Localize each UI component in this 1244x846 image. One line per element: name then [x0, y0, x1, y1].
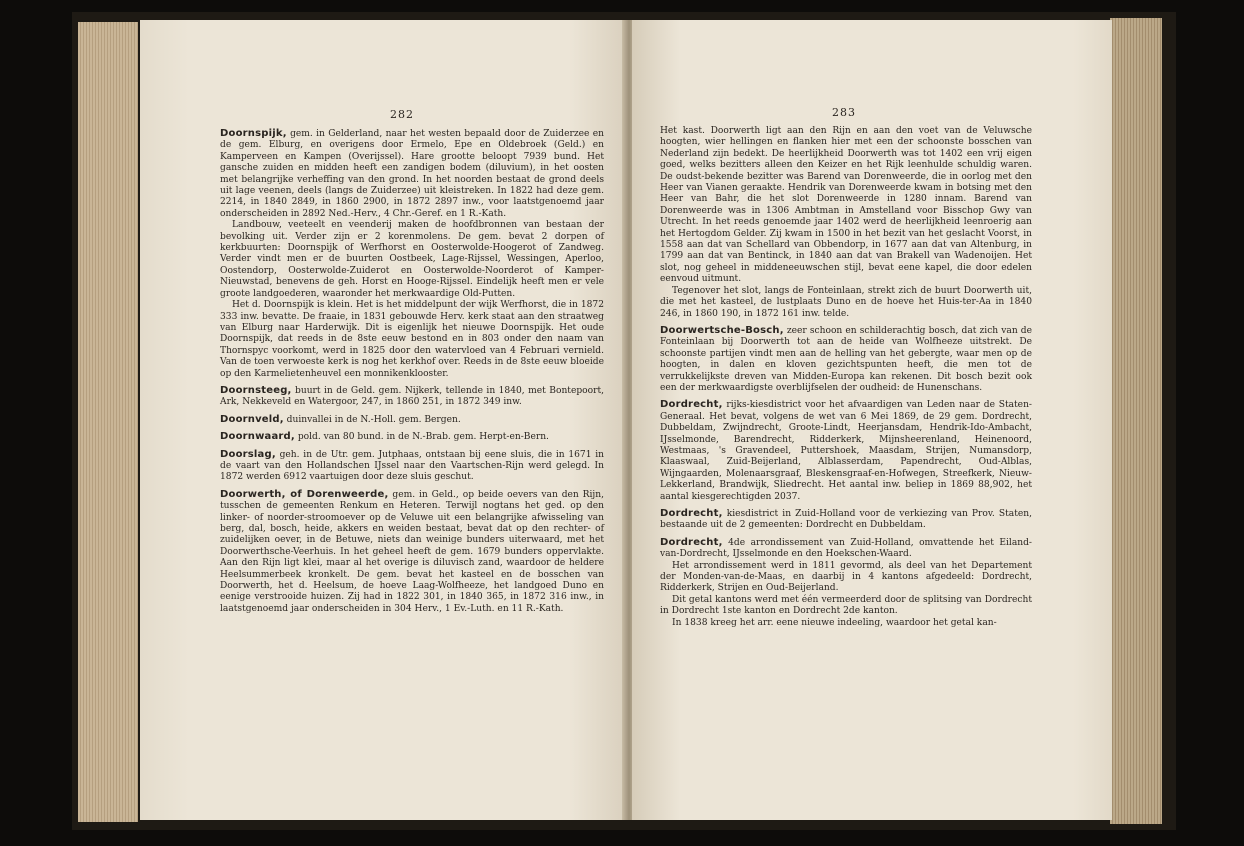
entry-text: Tegenover het slot, langs de Fonteinlaan, strekt zich de buurt Doorwerth uit, die met het kasteel, de lustplaats Duno en de hoeve het Huis-ter-Aa in 1840 246, in 1860 190, in 1872 161 inw. telde.	[660, 285, 1032, 319]
dictionary-entry	[660, 508, 1032, 532]
dictionary-entry	[220, 385, 604, 409]
entry-text: Het arrondissement werd in 1811 gevormd, als deel van het Departement der Monden-van-de-Maas, en daarbij in 4 kantons afgedeeld: Dordrecht, Ridderkerk, Strijen en Oud-Beijerland.	[660, 560, 1032, 594]
entry-headword: Doornveld,	[220, 413, 284, 425]
entry-paragraph	[660, 561, 1032, 595]
entry-paragraph	[660, 595, 1032, 618]
entry-paragraph	[220, 300, 604, 380]
entry-paragraph	[660, 126, 1032, 286]
page-edges-left	[78, 22, 138, 822]
entry-paragraph	[220, 489, 604, 615]
dictionary-entry	[220, 489, 604, 615]
right-page	[632, 20, 1112, 820]
dictionary-entry	[660, 537, 1032, 629]
right-page-number: 283	[832, 106, 856, 119]
entry-headword: Dordrecht,	[660, 536, 723, 548]
entry-headword: Doornwaard,	[220, 431, 295, 443]
dictionary-entry	[660, 325, 1032, 394]
entry-text: In 1838 kreeg het arr. eene nieuwe indeeling, waardoor het getal kan-	[672, 617, 997, 628]
right-page-text	[660, 126, 1032, 634]
entry-text: Landbouw, veeteelt en veenderij maken de hoofdbronnen van bestaan der bevolking uit. Verder zijn er 2 korenmolens. De gem. bevat 2 dorpen of kerkbuurten: Doornspijk of Werfhorst en Oosterwolde-Hoogerot of Zandweg. Verder vindt men er de buurten Oostbeek, Lage-Rijssel, Wessingen, Aperloo, Oostendorp, Oosterwolde-Zuiderot en Oosterwolde-Noorderot of Kamper-Nieuwstad, benevens de geh. Horst en Hooge-Rijssel. Eindelijk heeft men er vele groote landgoederen, waaronder het merkwaardige Old-Putten.	[220, 220, 604, 299]
page-edges-right	[1110, 18, 1162, 824]
entry-paragraph	[660, 286, 1032, 320]
entry-paragraph	[220, 431, 604, 443]
dictionary-entry	[660, 126, 1032, 320]
entry-headword: Doornspijk,	[220, 128, 287, 139]
entry-text: gem. in Gelderland, naar het westen bepaald door de Zuiderzee en de gem. Elburg, en overigens door Ermelo, Epe en Oldebroek (Geld.) en Kamperveen en Kampen (Overijssel). Hare grootte beloopt 7939 bund. Het gansche zuiden en midden heeft een zandigen bodem (diluvium), in het oosten met belangrijke verheffing van den grond. In het noorden bestaat de grond deels uit lage veenen, deels (langs de Zuiderzee) uit kleistreken. In 1822 had deze gem. 2214, in 1840 2849, in 1860 2900, in 1872 2897 inw., voor laatstgenoemd jaar onderscheiden in 2892 Ned.-Herv., 4 Chr.-Geref. en 1 R.-Kath.	[220, 129, 604, 219]
entry-text: buurt in de Geld. gem. Nijkerk, tellende in 1840, met Bontepoort, Ark, Nekkeveld en Watergoor, 247, in 1860 251, in 1872 349 inw.	[220, 385, 604, 408]
entry-text: duinvallei in de N.-Holl. gem. Bergen.	[283, 414, 461, 425]
entry-text: pold. van 80 bund. in de N.-Brab. gem. Herpt-en-Bern.	[294, 432, 549, 443]
entry-text: Het d. Doornspijk is klein. Het is het middelpunt der wijk Werfhorst, die in 1872 333 inw. bevatte. De fraaie, in 1831 gebouwde Herv. kerk staat aan den straatweg van Elburg naar Harderwijk. Dit is eigenlijk het nieuwe Doornspijk. Het oude Doornspijk, dat reeds in de 8ste eeuw bestond en in 803 onder den naam van Thornspyc voorkomt, werd in 1825 door den watervloed van 4 Februari vernield. Van de toen verwoeste kerk is nog het kerkhof over. Reeds in de 8ste eeuw bloeide op den Karmelietenheuvel een monnikenklooster.	[220, 300, 604, 379]
entry-paragraph	[220, 128, 604, 220]
entry-paragraph	[220, 220, 604, 300]
entry-text: gem. in Geld., op beide oevers van den Rijn, tusschen de gemeenten Renkum en Heteren. Terwijl nogtans het ged. op den linker- of noorder-stroomoever op de Veluwe uit een belangrijke afwisseling van berg, dal, bosch, heide, akkers en weiden bestaat, bevat dat op den rechter- of zuidelijken oever, in de Betuwe, niets dan weinige bunders uiterwaard, met het Doorwerthsche-Veerhuis. In het geheel heeft de gem. 1679 bunders oppervlakte. Aan den Rijn ligt klei, maar al het overige is diluvisch zand, waardoor de heldere Heelsummerbeek kronkelt. De gem. bevat het kasteel en de bosschen van Doorwerth, het d. Heelsum, de hoeve Laag-Wolfheeze, het landgoed Duno en eenige verstrooide huizen. Zij had in 1822 301, in 1840 365, in 1872 316 inw., in laatstgenoemd jaar onderscheiden in 304 Herv., 1 Ev.-Luth. en 11 R.-Kath.	[220, 489, 605, 614]
dictionary-entry	[660, 399, 1032, 503]
entry-headword: Doorwertsche-Bosch,	[660, 324, 784, 336]
left-page	[140, 20, 628, 820]
entry-text: geh. in de Utr. gem. Jutphaas, ontstaan bij eene sluis, die in 1671 in de vaart van den Hollandschen IJssel naar den Vaartschen-Rijn werd gelegd. In 1872 werden 6912 vaartuigen door deze sluis geschut.	[220, 449, 604, 483]
entry-paragraph	[660, 508, 1032, 532]
dictionary-entry	[220, 128, 604, 380]
entry-text: kiesdistrict in Zuid-Holland voor de verkiezing van Prov. Staten, bestaande uit de 2 gemeenten: Dordrecht en Dubbeldam.	[660, 509, 1032, 531]
entry-headword: Dordrecht,	[660, 399, 723, 411]
left-page-text	[220, 128, 604, 620]
dictionary-entry	[220, 449, 604, 484]
left-page-number: 282	[390, 108, 414, 121]
entry-headword: Doorslag,	[220, 448, 276, 460]
entry-paragraph	[660, 399, 1032, 503]
entry-paragraph	[220, 385, 604, 409]
dictionary-entry	[220, 414, 604, 426]
entry-paragraph	[660, 325, 1032, 394]
entry-text: Dit getal kantons werd met één vermeerderd door de splitsing van Dordrecht in Dordrecht 1ste kanton en Dordrecht 2de kanton.	[660, 594, 1032, 617]
entry-paragraph	[660, 618, 1032, 629]
entry-text: rijks-kiesdistrict voor het afvaardigen van Leden naar de Staten-Generaal. Het bevat, volgens de wet van 6 Mei 1869, de 29 gem. Dordrecht, Dubbeldam, Zwijndrecht, Groote-Lindt, Heerjansdam, Hendrik-Ido-Ambacht, IJsselmonde, Barendrecht, Ridderkerk, Mijnsheerenland, Heinenoord, Westmaas, 's Gravendeel, Puttershoek, Maasdam, Strijen, Numansdorp, Klaaswaal, Zuid-Beijerland, Alblasserdam, Papendrecht, Oud-Alblas, Wijngaarden, Molenaarsgraaf, Bleskensgraaf-en-Hofwegen, Streefkerk, Nieuw-Lekkerland, Brandwijk, Sliedrecht. Het aantal inw. beliep in 1869 88,902, het aantal kiesgerechtigden 2037.	[660, 400, 1032, 502]
entry-paragraph	[660, 537, 1032, 561]
entry-text: zeer schoon en schilderachtig bosch, dat zich van de Fonteinlaan bij Doorwerth tot aan de heide van Wolfheeze uitstrekt. De schoonste partijen vindt men aan de helling van het gebergte, waar men op de hoogten, in dalen en kloven gezichtspunten heeft, die men tot de verrukkelijkste dreven van Midden-Europa kan rekenen. Dit bosch bezit ook een der merkwaardigste overblijfselen der oudheid: de Hunenschans.	[660, 325, 1032, 393]
entry-text: 4de arrondissement van Zuid-Holland, omvattende het Eiland-van-Dordrecht, IJsselmonde en den Hoekschen-Waard.	[660, 537, 1032, 560]
entry-paragraph	[220, 449, 604, 484]
entry-headword: Doorwerth, of Dorenweerde,	[220, 488, 389, 500]
entry-headword: Doornsteeg,	[220, 384, 292, 396]
dictionary-entry	[220, 431, 604, 443]
entry-paragraph	[220, 414, 604, 426]
entry-text: Het kast. Doorwerth ligt aan den Rijn en aan den voet van de Veluwsche hoogten, wier hellingen en flanken hier met een der schoonste bosschen van Nederland zijn bedekt. De heerlijkheid Doorwerth was tot 1402 een vrij eigen goed, welks bezitters alleen den Keizer en het Rijk leenhulde schuldig waren. De oudst-bekende bezitter was Barend van Dorenweerde, die in oorlog met den Heer van Vianen geraakte. Hendrik van Dorenweerde kwam in botsing met den Heer van Bahr, die het slot Dorenweerde in 1280 innam. Barend van Dorenweerde was in 1306 Ambtman in Amstelland voor Bisschop Gwy van Utrecht. In het reeds genoemde jaar 1402 werd de heerlijkheid leenroerig aan het Hertogdom Gelder. Zij kwam in 1500 in het bezit van het geslacht Voorst, in 1558 aan dat van Schellard van Obbendorp, in 1677 aan dat van Altenburg, in 1799 aan dat van Bentinck, in 1840 aan dat van Brakell van Wadenoijen. Het slot, nog geheel in middeneeuwschen stijl, bevat eene kapel, die door edelen eenvoud uitmunt.	[660, 126, 1032, 285]
entry-headword: Dordrecht,	[660, 508, 723, 519]
